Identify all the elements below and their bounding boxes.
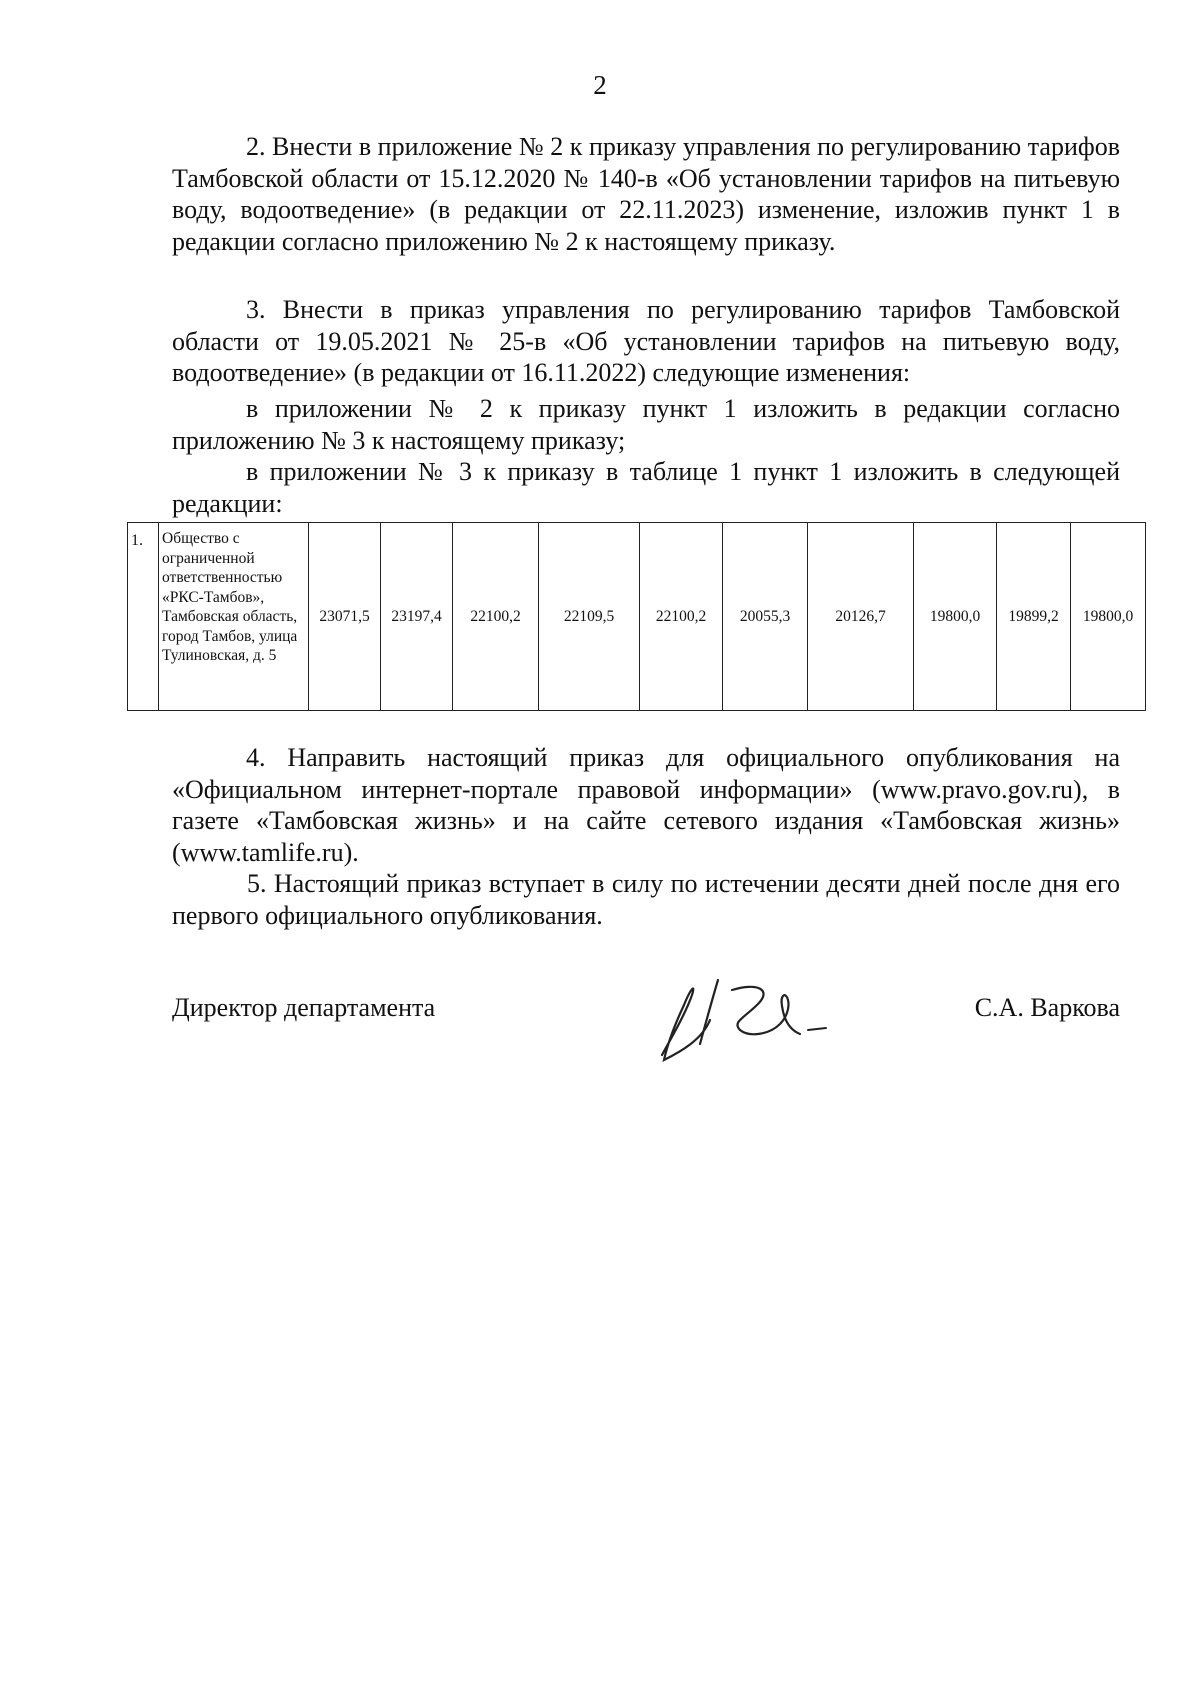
value-cell: 23071,5	[309, 523, 381, 711]
value-cell: 22100,2	[640, 523, 723, 711]
value-cell: 19800,0	[1071, 523, 1146, 711]
handwritten-signature	[640, 960, 830, 1070]
paragraph-3-sub-a: в приложении № 2 к приказу пункт 1 изложить в редакции согласно приложению № 3 к настоящему приказу;	[172, 394, 1120, 455]
row-index: 1.	[128, 523, 159, 711]
paragraph-3: 3. Внести в приказ управления по регулированию тарифов Тамбовской области от 19.05.2021 № 25-в «Об установлении тарифов на питьевую воду, водоотведение» (в редакции от 16.11.2022) следующие изменения:	[172, 295, 1120, 388]
page-number: 2	[593, 70, 607, 100]
value-cell: 20055,3	[723, 523, 808, 711]
value-cell: 19800,0	[914, 523, 997, 711]
value-cell: 19899,2	[997, 523, 1071, 711]
tariff-table	[127, 522, 1146, 711]
signatory-name: С.А. Варкова	[974, 993, 1120, 1022]
value-cell: 20126,7	[808, 523, 914, 711]
organization-cell: Общество с ограниченной ответственностью «РКС-Тамбов», Тамбовская область, город Тамбов, улица Тулиновская, д. 5	[159, 523, 309, 711]
signatory-title: Директор департамента	[172, 993, 436, 1022]
paragraph-2: 2. Внести в приложение № 2 к приказу управления по регулированию тарифов Тамбовской области от 15.12.2020 № 140-в «Об установлении тарифов на питьевую воду, водоотведение» (в редакции от 22.11.2023) изменение, изложив пункт 1 в редакции согласно приложению № 2 к настоящему приказу.	[172, 132, 1120, 256]
value-cell: 22109,5	[539, 523, 640, 711]
value-cell: 22100,2	[453, 523, 539, 711]
paragraph-3-sub-b: в приложении № 3 к приказу в таблице 1 пункт 1 изложить в следующей редакции:	[172, 457, 1120, 518]
table-row	[128, 523, 1146, 711]
paragraph-4: 4. Направить настоящий приказ для официального опубликования на «Официальном интернет-портале правовой информации» (www.pravo.gov.ru), в газете «Тамбовская жизнь» и на сайте сетевого издания «Тамбовская жизнь» (www.tamlife.ru).	[172, 743, 1120, 867]
paragraph-5: 5. Настоящий приказ вступает в силу по истечении десяти дней после дня его первого официального опубликования.	[172, 869, 1120, 930]
value-cell: 23197,4	[381, 523, 453, 711]
